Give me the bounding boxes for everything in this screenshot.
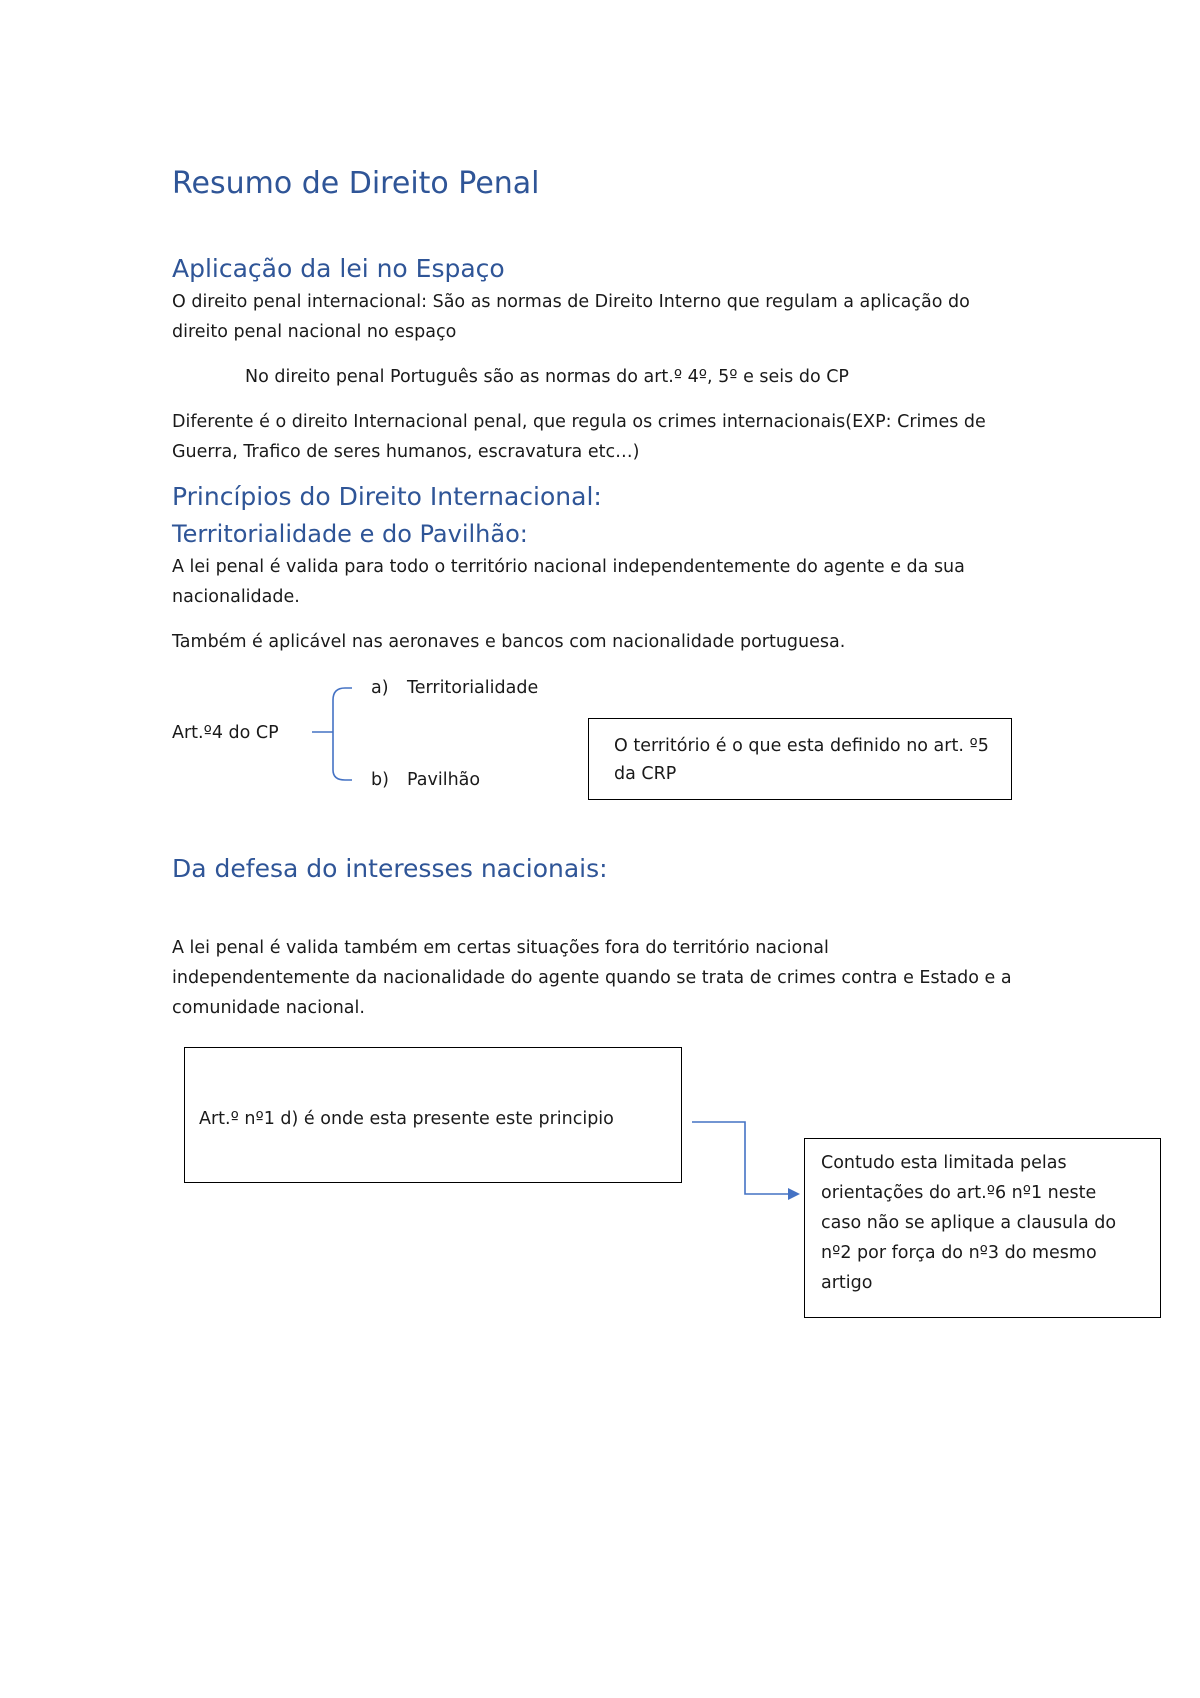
subsection-heading-territorialidade: Territorialidade e do Pavilhão: <box>172 520 528 548</box>
note-box-principio <box>184 1047 682 1183</box>
note-line: da CRP <box>614 764 677 784</box>
section-heading-principios: Princípios do Direito Internacional: <box>172 482 602 511</box>
section-heading-defesa: Da defesa do interesses nacionais: <box>172 854 608 883</box>
paragraph-line: Guerra, Trafico de seres humanos, escravatura etc…) <box>172 442 640 462</box>
note-box-territorio <box>588 718 1012 800</box>
paragraph-line: nacionalidade. <box>172 587 300 607</box>
note-box-limitacao <box>804 1138 1161 1318</box>
note-line: O território é o que esta definido no art. º5 <box>614 736 989 756</box>
paragraph-line: independentemente da nacionalidade do agente quando se trata de crimes contra e Estado e a <box>172 968 1012 988</box>
list-item-territorialidade: Territorialidade <box>407 678 539 698</box>
paragraph-line: direito penal nacional no espaço <box>172 322 457 342</box>
note-line: nº2 por força do nº3 do mesmo <box>821 1243 1097 1263</box>
paragraph-line: comunidade nacional. <box>172 998 365 1018</box>
paragraph-line: A lei penal é valida também em certas situações fora do território nacional <box>172 938 829 958</box>
diagram-left-label: Art.º4 do CP <box>172 723 279 743</box>
list-marker-a: a) <box>371 678 389 698</box>
note-line: Art.º nº1 d) é onde esta presente este principio <box>199 1109 614 1129</box>
note-line: orientações do art.º6 nº1 neste <box>821 1183 1097 1203</box>
note-line: Contudo esta limitada pelas <box>821 1153 1067 1173</box>
indented-paragraph: No direito penal Português são as normas do art.º 4º, 5º e seis do CP <box>245 367 849 387</box>
list-item-pavilhao: Pavilhão <box>407 770 481 790</box>
list-marker-b: b) <box>371 770 389 790</box>
page-title: Resumo de Direito Penal <box>172 166 540 201</box>
section-heading-aplicacao: Aplicação da lei no Espaço <box>172 254 505 283</box>
paragraph-line: O direito penal internacional: São as normas de Direito Interno que regulam a aplicação do <box>172 292 970 312</box>
paragraph-line: A lei penal é valida para todo o território nacional independentemente do agente e da sua <box>172 557 965 577</box>
note-line: caso não se aplique a clausula do <box>821 1213 1117 1233</box>
paragraph-line: Diferente é o direito Internacional penal, que regula os crimes internacionais(EXP: Crimes de <box>172 412 986 432</box>
note-line: artigo <box>821 1273 873 1293</box>
paragraph-line: Também é aplicável nas aeronaves e bancos com nacionalidade portuguesa. <box>172 632 846 652</box>
